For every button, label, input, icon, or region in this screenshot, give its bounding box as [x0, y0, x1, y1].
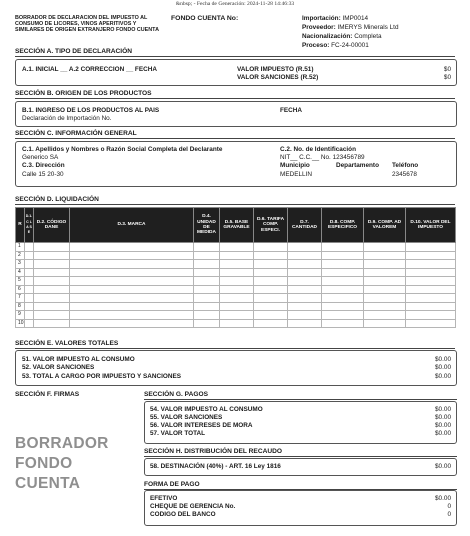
c1-label: C.1. Apellidos y Nombres o Razón Social Completa del Declarante: [22, 146, 223, 153]
row-number: 4: [16, 268, 25, 277]
codigo-banco-label: CODIGO DEL BANCO: [150, 511, 216, 518]
table-cell: [25, 302, 34, 311]
table-cell: [254, 260, 288, 269]
table-cell: [220, 277, 254, 286]
table-cell: [254, 319, 288, 328]
table-cell: [220, 319, 254, 328]
table-cell: [288, 319, 322, 328]
table-row: [16, 260, 456, 269]
r52-label: VALOR SANCIONES (R.52): [237, 74, 319, 81]
c2-label: C.2. No. de Identificación: [280, 146, 356, 153]
table-cell: [194, 268, 220, 277]
table-cell: [364, 294, 406, 303]
table-cell: [288, 251, 322, 260]
proveedor-label: Proveedor:: [302, 24, 336, 31]
c1-value: Generico SA: [22, 154, 59, 161]
table-cell: [220, 268, 254, 277]
table-cell: [288, 277, 322, 286]
row-number: 8: [16, 302, 25, 311]
table-row: [16, 243, 456, 252]
table-row: [16, 311, 456, 320]
table-cell: [364, 302, 406, 311]
table-cell: [194, 285, 220, 294]
c3-value: Calle 15 20-30: [22, 171, 64, 178]
liquidacion-column-header: D.10. VALOR DEL IMPUESTO: [406, 208, 456, 243]
table-cell: [34, 302, 70, 311]
table-cell: [364, 268, 406, 277]
item-57-value: $0.00: [435, 430, 451, 437]
table-cell: [70, 277, 194, 286]
table-cell: [322, 260, 364, 269]
table-cell: [194, 251, 220, 260]
municipio-value: MEDELLIN: [280, 171, 312, 178]
telefono-value: 2345678: [392, 171, 417, 178]
table-cell: [70, 285, 194, 294]
row-number: 10: [16, 319, 25, 328]
r51-label: VALOR IMPUESTO (R.51): [237, 66, 314, 73]
table-cell: [364, 285, 406, 294]
table-cell: [194, 277, 220, 286]
row-number: 9: [16, 311, 25, 320]
table-cell: [406, 302, 456, 311]
table-cell: [220, 285, 254, 294]
table-cell: [25, 285, 34, 294]
item-57-label: 57. VALOR TOTAL: [150, 430, 206, 437]
item-58-value: $0.00: [435, 463, 451, 470]
watermark-line: CUENTA: [15, 475, 81, 492]
cheque-label: CHEQUE DE GERENCIA No.: [150, 503, 236, 510]
watermark-line: FONDO: [15, 455, 73, 472]
table-cell: [254, 285, 288, 294]
row-number: 6: [16, 285, 25, 294]
table-cell: [364, 251, 406, 260]
table-cell: [322, 294, 364, 303]
table-cell: [406, 285, 456, 294]
table-cell: [70, 260, 194, 269]
liquidacion-column-header: D.5. BASE GRAVABLE: [220, 208, 254, 243]
item-58-label: 58. DESTINACIÓN (40%) - ART. 16 Ley 1816: [150, 463, 281, 470]
table-cell: [406, 260, 456, 269]
row-number: 3: [16, 260, 25, 269]
table-cell: [322, 251, 364, 260]
table-cell: [406, 277, 456, 286]
r52-value: $0: [443, 74, 451, 81]
item-52-label: 52. VALOR SANCIONES: [22, 364, 95, 371]
section-f-title: SECCIÓN F. FIRMAS: [15, 391, 80, 398]
item-51-value: $0.00: [435, 356, 451, 363]
item-56-value: $0.00: [435, 422, 451, 429]
fondo-cuenta-label: FONDO CUENTA No:: [171, 15, 239, 22]
codigo-banco-value: 0: [447, 511, 451, 518]
table-cell: [406, 251, 456, 260]
table-cell: [25, 311, 34, 320]
item-52-value: $0.00: [435, 364, 451, 371]
table-row: [16, 319, 456, 328]
section-e-title: SECCIÓN E. VALORES TOTALES: [15, 340, 455, 349]
item-54-label: 54. VALOR IMPUESTO AL CONSUMO: [150, 406, 263, 413]
liquidacion-column-header: D.3. MARCA: [70, 208, 194, 243]
liquidacion-column-header: D.8. COMP. ESPECIFICO: [322, 208, 364, 243]
table-cell: [34, 277, 70, 286]
table-cell: [34, 243, 70, 252]
table-cell: [254, 251, 288, 260]
table-cell: [220, 243, 254, 252]
liquidacion-column-header: D.2. CÓDIGO DANE: [34, 208, 70, 243]
section-g-title: SECCIÓN G. PAGOS: [144, 391, 457, 400]
liquidacion-header-row: [16, 208, 456, 243]
form-title: BORRADOR DE DECLARACION DEL IMPUESTO AL CONSUMO DE LICORES, VINOS APERITIVOS Y SIMILARES DE ORIGEN EXTRANJERO FONDO CUENTA: [15, 15, 159, 33]
table-row: [16, 285, 456, 294]
item-56-label: 56. VALOR INTERESES DE MORA: [150, 422, 253, 429]
section-a-title: SECCIÓN A. TIPO DE DECLARACIÓN: [15, 48, 455, 57]
table-cell: [25, 319, 34, 328]
row-number: 7: [16, 294, 25, 303]
table-cell: [25, 277, 34, 286]
table-row: [16, 268, 456, 277]
table-cell: [254, 294, 288, 303]
table-cell: [70, 311, 194, 320]
table-cell: [322, 311, 364, 320]
table-cell: [322, 285, 364, 294]
table-cell: [288, 243, 322, 252]
liquidacion-column-header: D.6. TARIFA COMP. ESPECI.: [254, 208, 288, 243]
liquidacion-table: [15, 207, 456, 328]
table-cell: [254, 311, 288, 320]
tipo-declaracion: A.1. INICIAL __ A.2 CORRECCION __ FECHA: [22, 66, 157, 73]
table-cell: [364, 243, 406, 252]
table-cell: [25, 268, 34, 277]
liquidacion-column-header: D.4. UNIDAD DE MEDIDA: [194, 208, 220, 243]
table-cell: [288, 285, 322, 294]
nacionalizacion-value: Completa: [354, 33, 382, 40]
table-cell: [194, 311, 220, 320]
liquidacion-column-header: D.7. CANTIDAD: [288, 208, 322, 243]
proceso-value: FC-24-00001: [331, 42, 369, 49]
liquidacion-column-header: D.1. C L A S E: [25, 208, 34, 243]
section-h-title: SECCIÓN H. DISTRIBUCIÓN DEL RECAUDO: [144, 448, 457, 457]
fecha-label: FECHA: [280, 107, 303, 114]
generation-date-note: &nbsp; - Fecha de Generación: 2024-11-28 14:46:33: [175, 1, 295, 7]
table-cell: [406, 319, 456, 328]
table-cell: [220, 294, 254, 303]
table-cell: [70, 268, 194, 277]
table-cell: [406, 311, 456, 320]
table-cell: [25, 260, 34, 269]
table-cell: [194, 243, 220, 252]
b1-label: B.1. INGRESO DE LOS PRODUCTOS AL PAIS: [22, 107, 160, 114]
table-cell: [406, 294, 456, 303]
importacion-value: IMP0014: [342, 15, 369, 22]
proveedor-value: IMERYS Minerals Ltd: [337, 24, 399, 31]
declaracion-importacion: Declaración de Importación No.: [22, 115, 112, 122]
table-cell: [364, 319, 406, 328]
c3-label: C.3. Dirección: [22, 162, 65, 169]
table-cell: [194, 302, 220, 311]
item-54-value: $0.00: [435, 406, 451, 413]
cheque-value: 0: [447, 503, 451, 510]
table-cell: [220, 260, 254, 269]
table-cell: [34, 294, 70, 303]
table-cell: [406, 268, 456, 277]
table-cell: [364, 277, 406, 286]
municipio-label: Municipio: [280, 162, 310, 169]
item-55-label: 55. VALOR SANCIONES: [150, 414, 223, 421]
row-number: 5: [16, 277, 25, 286]
table-cell: [322, 268, 364, 277]
draft-watermark: [15, 434, 109, 494]
table-cell: [254, 243, 288, 252]
liquidacion-column-header: R: [16, 208, 25, 243]
table-cell: [25, 294, 34, 303]
item-55-value: $0.00: [435, 414, 451, 421]
table-cell: [406, 243, 456, 252]
table-cell: [254, 268, 288, 277]
table-row: [16, 251, 456, 260]
efectivo-label: EFETIVO: [150, 495, 178, 502]
section-b-title: SECCIÓN B. ORIGEN DE LOS PRODUCTOS: [15, 90, 455, 99]
item-53-label: 53. TOTAL A CARGO POR IMPUESTO Y SANCIONES: [22, 373, 181, 380]
departamento-label: Departamento: [336, 162, 379, 169]
table-cell: [288, 302, 322, 311]
c2-value: NIT__ C.C.__ No. 123456789: [280, 154, 365, 161]
table-cell: [322, 277, 364, 286]
table-cell: [194, 260, 220, 269]
section-c-title: SECCIÓN C. INFORMACIÓN GENERAL: [15, 130, 455, 139]
table-cell: [322, 319, 364, 328]
table-cell: [25, 251, 34, 260]
nacionalizacion-label: Nacionalización:: [302, 33, 353, 40]
table-cell: [70, 243, 194, 252]
table-cell: [34, 260, 70, 269]
table-row: [16, 302, 456, 311]
table-cell: [34, 319, 70, 328]
table-cell: [70, 319, 194, 328]
proceso-label: Proceso:: [302, 42, 330, 49]
import-info: [302, 14, 399, 50]
table-cell: [220, 251, 254, 260]
row-number: 2: [16, 251, 25, 260]
table-cell: [70, 251, 194, 260]
table-cell: [34, 311, 70, 320]
item-53-value: $0.00: [435, 373, 451, 380]
r51-value: $0: [443, 66, 451, 73]
efectivo-value: $0.00: [435, 495, 451, 502]
table-cell: [254, 302, 288, 311]
table-cell: [194, 294, 220, 303]
table-cell: [288, 294, 322, 303]
table-row: [16, 294, 456, 303]
row-number: 1: [16, 243, 25, 252]
table-cell: [70, 294, 194, 303]
table-cell: [364, 311, 406, 320]
section-d-title: SECCIÓN D. LIQUIDACIÓN: [15, 196, 455, 205]
table-cell: [322, 302, 364, 311]
importacion-label: Importación:: [302, 15, 341, 22]
table-cell: [322, 243, 364, 252]
table-row: [16, 277, 456, 286]
forma-pago-title: FORMA DE PAGO: [144, 481, 457, 490]
table-cell: [34, 251, 70, 260]
table-cell: [288, 260, 322, 269]
table-cell: [70, 302, 194, 311]
table-cell: [220, 311, 254, 320]
table-cell: [254, 277, 288, 286]
table-cell: [34, 285, 70, 294]
table-cell: [25, 243, 34, 252]
table-cell: [288, 311, 322, 320]
liquidacion-column-header: D.9. COMP. AD VALOREM: [364, 208, 406, 243]
telefono-label: Teléfono: [392, 162, 419, 169]
watermark-line: BORRADOR: [15, 435, 109, 452]
table-cell: [288, 268, 322, 277]
table-cell: [194, 319, 220, 328]
table-cell: [34, 268, 70, 277]
table-cell: [220, 302, 254, 311]
table-cell: [364, 260, 406, 269]
item-51-label: 51. VALOR IMPUESTO AL CONSUMO: [22, 356, 135, 363]
